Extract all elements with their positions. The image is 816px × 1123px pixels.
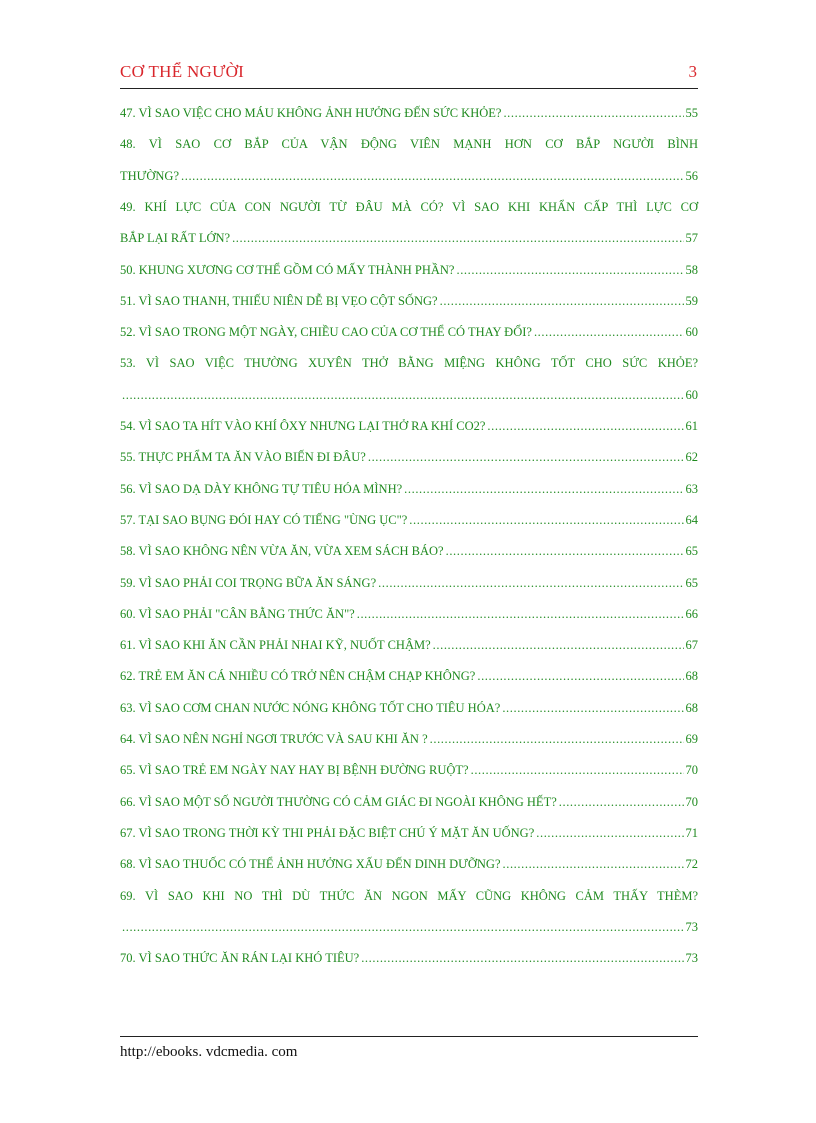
toc-entry-title: 58. VÌ SAO KHÔNG NÊN VỪA ĂN, VỪA XEM SÁCH BÁO?: [120, 544, 444, 559]
toc-entry-line: [120, 603, 698, 625]
toc-entry-title: 69. VÌ SAO KHI NO THÌ DÙ THỨC ĂN NGON MẤY CŨNG KHÔNG CẢM THẤY THÈM?: [120, 888, 698, 903]
toc-page-number: 58: [685, 262, 698, 277]
toc-entry-title: 61. VÌ SAO KHI ĂN CẦN PHẢI NHAI KỸ, NUỐT CHẬM?: [120, 638, 431, 653]
toc-entry-title: 50. KHUNG XƯƠNG CƠ THỂ GỒM CÓ MẤY THÀNH PHẦN?: [120, 262, 455, 277]
toc-entry-line: [120, 509, 698, 531]
toc-entry-line: [120, 853, 698, 875]
dot-leader: [404, 478, 683, 500]
toc-page-number: 62: [685, 450, 698, 465]
toc-page-number: 69: [685, 732, 698, 746]
dot-leader: [477, 665, 683, 687]
header-title: CƠ THỂ NGƯỜI: [120, 62, 245, 81]
dot-leader: [378, 572, 683, 594]
dot-leader: [534, 321, 684, 343]
dot-leader: [361, 947, 683, 969]
toc-entry-title: 59. VÌ SAO PHẢI COI TRỌNG BỮA ĂN SÁNG?: [120, 575, 377, 590]
toc-entry-title: 53. VÌ SAO VIỆC THƯỜNG XUYÊN THỞ BẰNG MIỆNG KHÔNG TỐT CHO SỨC KHỎE?: [120, 356, 698, 371]
toc-entry-line: [120, 728, 698, 750]
dot-leader: [440, 290, 684, 312]
toc-entry-line: [120, 759, 698, 781]
dot-leader: [430, 728, 684, 750]
dot-leader: [559, 791, 684, 813]
dot-leader: [433, 634, 684, 656]
toc-entry-line: [120, 478, 698, 500]
toc-entry-line: [120, 165, 698, 187]
toc-entry-title: 49. KHÍ LỰC CỦA CON NGƯỜI TỪ ĐÂU MÀ CÓ? VÌ SAO KHI KHẨN CẤP THÌ LỰC CƠ: [120, 199, 698, 214]
toc-page-number: 68: [685, 669, 698, 684]
toc-entry-line: [120, 290, 698, 312]
toc-entry-title: 63. VÌ SAO CƠM CHAN NƯỚC NÓNG KHÔNG TỐT CHO TIÊU HÓA?: [120, 700, 501, 715]
toc-entry-title: 56. VÌ SAO DẠ DÀY KHÔNG TỰ TIÊU HÓA MÌNH?: [120, 481, 403, 496]
toc-entry-title: 68. VÌ SAO THUỐC CÓ THỂ ẢNH HƯỞNG XẤU ĐẾN DINH DƯỠNG?: [120, 857, 501, 872]
toc-entry-title: 54. VÌ SAO TA HÍT VÀO KHÍ ÔXY NHƯNG LẠI THỞ RA KHÍ CO2?: [120, 419, 486, 433]
toc-entry-line: [120, 446, 698, 468]
toc-entry-title: 60. VÌ SAO PHẢI "CÂN BẰNG THỨC ĂN"?: [120, 606, 355, 621]
toc-page-number: 59: [685, 293, 698, 308]
toc-entry-line: [120, 822, 698, 844]
toc-entry-title: 48. VÌ SAO CƠ BẮP CỦA VẬN ĐỘNG VIÊN MẠNH HƠN CƠ BẮP NGƯỜI BÌNH: [120, 137, 698, 152]
toc-page-number: 60: [685, 387, 698, 402]
toc-entry-line: [120, 665, 698, 687]
dot-leader: [536, 822, 683, 844]
toc-page-number: 65: [685, 544, 698, 559]
toc-page-number: 67: [685, 638, 698, 653]
dot-leader: [503, 853, 684, 875]
dot-leader: [456, 259, 683, 281]
dot-leader: [502, 697, 683, 719]
dot-leader: [471, 759, 684, 781]
toc-page-number: 61: [685, 419, 698, 433]
toc-page-number: 56: [685, 168, 698, 183]
toc-entry-line: [120, 791, 698, 813]
toc-entry-title: 67. VÌ SAO TRONG THỜI KỲ THI PHẢI ĐẶC BIỆT CHÚ Ý MẶT ĂN UỐNG?: [120, 825, 535, 840]
toc-entry-line: [120, 634, 698, 656]
dot-leader: [122, 384, 684, 406]
dot-leader: [122, 916, 684, 938]
toc-entry-title: 62. TRẺ EM ĂN CÁ NHIỀU CÓ TRỞ NÊN CHẬM CHẠP KHÔNG?: [120, 669, 476, 684]
toc-entry-title: 55. THỰC PHẨM TA ĂN VÀO BIẾN ĐI ĐÂU?: [120, 450, 366, 465]
dot-leader: [357, 603, 684, 625]
toc-entry-line: [120, 916, 698, 938]
toc-page-number: 60: [685, 325, 698, 340]
dot-leader: [181, 165, 684, 187]
toc-entry-line: [120, 384, 698, 406]
toc-entry-title: 52. VÌ SAO TRONG MỘT NGÀY, CHIỀU CAO CỦA CƠ THỂ CÓ THAY ĐỔI?: [120, 325, 532, 340]
dot-leader: [232, 227, 683, 249]
footer-divider: [120, 1036, 698, 1037]
toc-entry-title: 57. TẠI SAO BỤNG ĐÓI HAY CÓ TIẾNG "ÙNG ỤC"?: [120, 512, 408, 527]
toc-entry-title: 51. VÌ SAO THANH, THIẾU NIÊN DỄ BỊ VẸO CỘT SỐNG?: [120, 293, 438, 308]
toc-page-number: 65: [685, 575, 698, 590]
toc-entry-line: [120, 540, 698, 562]
toc-entry-title: 47. VÌ SAO VIỆC CHO MÁU KHÔNG ẢNH HƯỞNG ĐẾN SỨC KHỎE?: [120, 106, 502, 120]
toc-page-number: 72: [685, 857, 698, 872]
header-page-number: 3: [688, 62, 697, 81]
toc-entry-title: 70. VÌ SAO THỨC ĂN RÁN LẠI KHÓ TIÊU?: [120, 951, 360, 966]
dot-leader: [487, 415, 683, 437]
toc-entry-line: [120, 697, 698, 719]
toc-page-number: 73: [685, 951, 698, 966]
header-divider: [120, 88, 698, 89]
toc-entry-title: 66. VÌ SAO MỘT SỐ NGƯỜI THƯỜNG CÓ CẢM GIÁC ĐI NGOÀI KHÔNG HẾT?: [120, 794, 557, 809]
toc-page-number: 57: [685, 231, 698, 246]
toc-page-number: 64: [685, 512, 698, 527]
toc-page-number: 63: [685, 481, 698, 496]
toc-page-number: 73: [685, 919, 698, 934]
dot-leader: [446, 540, 684, 562]
toc-entry-line: [120, 259, 698, 281]
toc-entry-title: 64. VÌ SAO NÊN NGHỈ NGƠI TRƯỚC VÀ SAU KHI ĂN ?: [120, 732, 428, 746]
toc-page-number: 71: [685, 825, 698, 840]
toc-page-number: 70: [685, 763, 698, 778]
toc-entry-line: [120, 572, 698, 594]
toc-page-number: 66: [685, 606, 698, 621]
toc-page-number: 68: [685, 700, 698, 715]
toc-entry-title-continued: THƯỜNG?: [120, 168, 179, 183]
dot-leader: [368, 446, 684, 468]
page-header: [120, 62, 697, 88]
toc-entry-line: [120, 227, 698, 249]
toc-entry-line: [120, 102, 698, 124]
dot-leader: [503, 102, 683, 124]
toc-entry-line: [120, 321, 698, 343]
toc-page-number: 70: [685, 794, 698, 809]
toc-page-number: 55: [685, 106, 698, 120]
toc-entry-title-continued: BẮP LẠI RẤT LỚN?: [120, 231, 231, 246]
toc-entry-line: [120, 947, 698, 969]
toc-entry-title: 65. VÌ SAO TRẺ EM NGÀY NAY HAY BỊ BỆNH ĐƯỜNG RUỘT?: [120, 763, 469, 778]
toc-entry-line: [120, 415, 698, 437]
dot-leader: [409, 509, 683, 531]
footer-url[interactable]: http://ebooks. vdcmedia. com: [120, 1044, 298, 1060]
